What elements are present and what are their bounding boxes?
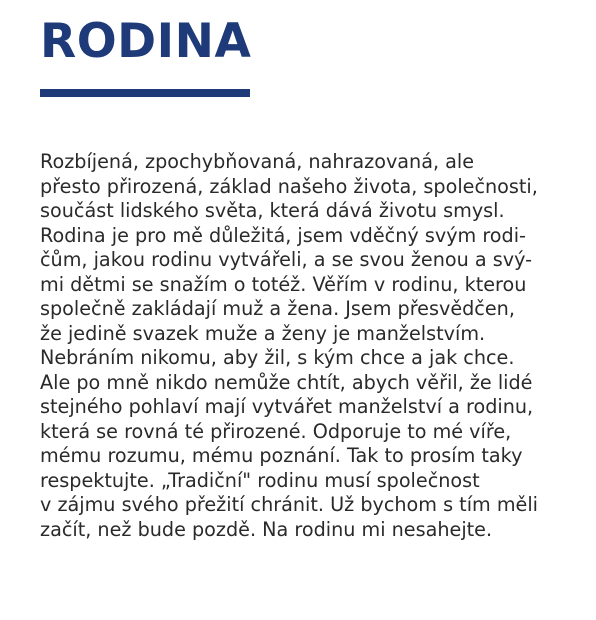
article-line: Ale po mně nikdo nemůže chtít, abych věřil, že lidé <box>40 370 533 394</box>
article-line: mi dětmi se snažím o totéž. Věřím v rodinu, kterou <box>40 272 527 296</box>
article-line: stejného pohlaví mají vytvářet manželství a rodinu, <box>40 395 534 418</box>
page-title: RODINA <box>40 14 252 69</box>
article-line: přesto přirozená, základ našeho života, společnosti, <box>40 174 538 198</box>
article-body <box>40 150 585 542</box>
article-line: respektujte. „Tradiční" rodinu musí společnost <box>40 468 480 492</box>
article-line: Rozbíjená, zpochybňovaná, nahrazovaná, ale <box>40 150 475 173</box>
article-line: Nebráním nikomu, aby žil, s kým chce a jak chce. <box>40 346 515 369</box>
article-line: čům, jakou rodinu vytvářeli, a se svou ženou a svý- <box>40 248 533 271</box>
article-line: která se rovná té přirozené. Odporuje to mé víře, <box>40 419 512 443</box>
article-line: Rodina je pro mě důležitá, jsem vděčný svým rodi- <box>40 223 526 247</box>
article-line: součást lidského světa, která dává životu smysl. <box>40 199 505 222</box>
article-line: že jedině svazek muže a ženy je manželstvím. <box>40 321 486 345</box>
article-line: v zájmu svého přežití chránit. Už bychom s tím měli <box>40 493 538 516</box>
article-line: společně zakládají muž a žena. Jsem přesvědčen, <box>40 297 515 320</box>
title-underline <box>40 89 250 97</box>
article-line: začít, než bude pozdě. Na rodinu mi nesahejte. <box>40 517 493 541</box>
article-line: mému rozumu, mému poznání. Tak to prosím taky <box>40 444 523 467</box>
